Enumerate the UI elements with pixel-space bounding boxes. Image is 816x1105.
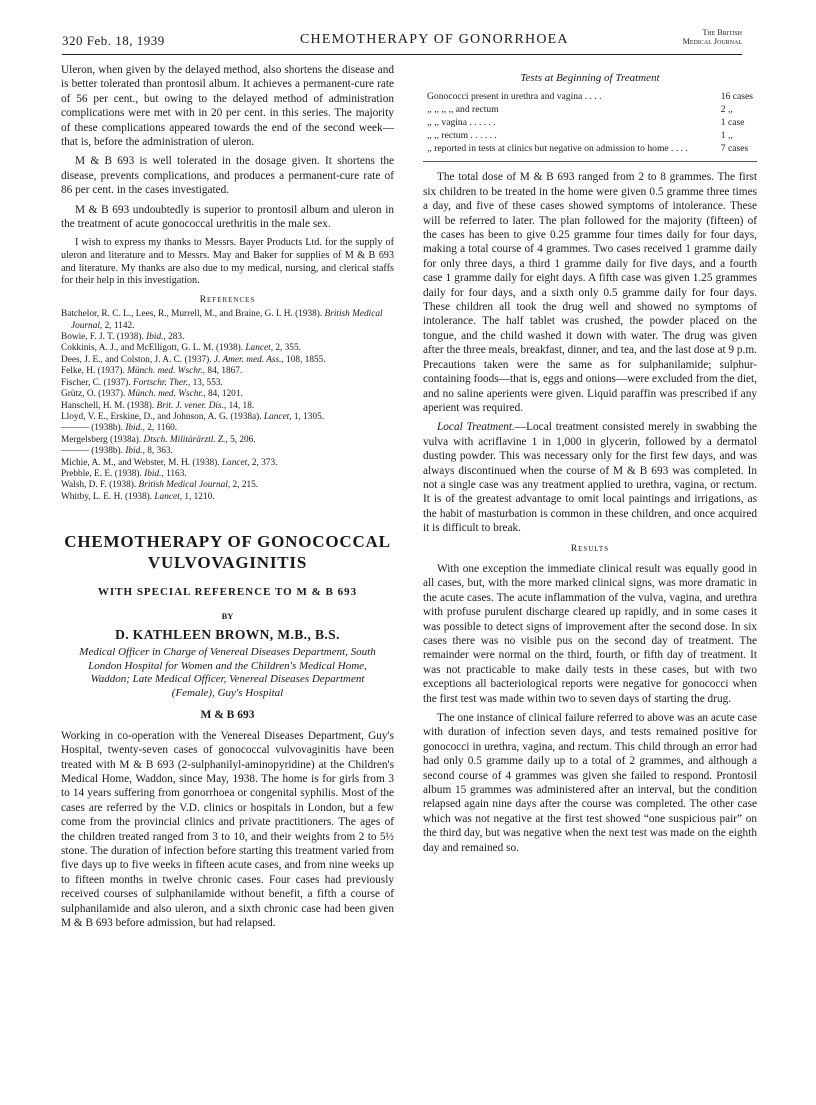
paragraph-uleron: Uleron, when given by the delayed method, also shortens the disease and is better tolerated than prontosil album. It achieves a permanent-cure rate of 56 per cent., but owing to the delayed method of administration complications were met with in 20 per cent. in this series. The majority of these complications appeared towards the end of the second week—that is, before the administration of uleron. [61,64,394,149]
paragraph-working: Working in co-operation with the Venereal Diseases Department, Guy's Hospital, twenty-seven cases of gonococcal vulvovaginitis have been treated with M & B 693 (2-sulphanilyl-aminopyridine) at the Children's Medical Home, Waddon, since May, 1938. The home is for girls from 3 to 14 years suffering from gonorrhoea or congenital syphilis. Most of the cases are referred by the V.D. clinics or hospitals in London, but a few come from the provincial clinics and private practitioners. The ages of the children treated ranged from 3 to 10, and their weights from 2 to 5½ stone. The duration of infection before starting this treatment varied from five days up to five weeks in fifteen acute cases, and from nine weeks up to fifteen months in twelve chronic cases. Four cases had previously received courses of sulphanilamide without benefit, a fifth a course of sulphanilamide and also uleron, and a sixth chronic case had been given M & B 693 before admission, but had relapsed. [61,729,394,930]
reference-journal: British Medical Journal, [138,480,231,491]
reference-journal: Lancet, [263,411,292,422]
reference-item [61,332,394,343]
reference-item [61,469,394,480]
article-subtitle: WITH SPECIAL REFERENCE TO M & B 693 [97,586,358,599]
reference-authors: ——— (1938b). [61,446,123,457]
reference-item [61,378,394,389]
table-cell-label: Gonococci present in urethra and vagina . . . . [427,91,602,103]
author-name: D. KATHLEEN BROWN, M.B., B.S. [115,626,340,642]
article-title-line1: CHEMOTHERAPY OF GONOCOCCAL [64,532,391,552]
reference-journal: Brit. J. vener. Dis., [156,400,227,411]
reference-item [61,389,394,400]
byline-by: BY [221,610,234,621]
reference-item [61,492,394,503]
reference-journal: Lancet, [245,343,274,354]
reference-item [61,435,394,446]
reference-authors: ——— (1938b). [61,423,123,434]
author-affiliation: Medical Officer in Charge of Venereal Diseases Department, South London Hospital for Women and the Children's Medical Home, Waddon; Late Medical Officer, Venereal Diseases Department (Female), Guy's Hospital [79,646,376,699]
header-rule [62,54,742,55]
reference-journal: Lancet, [154,491,183,502]
reference-authors: Mergelsberg (1938a). [61,434,142,445]
section-heading-mb693: M & B 693 [200,709,255,722]
table-cell-value: 1 case [720,117,745,129]
table-row [423,129,757,142]
reference-item [61,309,394,332]
reference-detail: 5, 206. [230,434,256,445]
reference-detail: 13, 553. [192,377,223,388]
reference-detail: 2, 215. [232,480,259,491]
page-number-date: 320 Feb. 18, 1939 [62,33,165,48]
paragraph-results: With one exception the immediate clinical result was equally good in all cases, but, with the more marked clinical signs, was more dramatic in the acute cases. The acute inflammation of the vulva, vagina, and urethra with profuse purulent discharge cleared up rapidly, and in some cases it was possible to detect signs of improvement after the second dose. In six cases there was no visible pus on the second day of treatment. The remainder were normal on the third, fourth, or fifth day of treatment. It was not practicable to make daily tests in these cases, but with two exceptions all bacteriological reports were negative for gonococci when the first test was made within two to seven days of starting the drug. [423,562,757,705]
reference-journal: Lancet, [221,457,250,468]
article-title [61,531,394,573]
reference-detail: 283. [168,332,185,343]
reference-authors: Hanschell, H. M. (1938). [61,400,155,411]
reference-item [61,446,394,457]
reference-journal: Ibid., [125,446,145,457]
paragraph-dose: The total dose of M & B 693 ranged from 2 to 8 grammes. The first six children to be treated in the home were given 0.5 gramme three times a day, and five of these cases showed symptoms of intolerance. These will be referred to later. The plan followed for the majority (fifteen) of the cases has been to give 0.25 gramme four times daily for four days, making a total course of 4 grammes. Two cases received 1 gramme daily for only three days, a third 1 gramme daily for five days, and a fourth case 1 gramme daily for eight days. A fifth case was given 1.25 grammes daily for four days, and a sixth only 0.5 gramme daily for four days. These children all took the drug well and showed no symptoms of intolerance. The half tablet was crushed, the powder placed on the tongue, and the child washed it down with water. The drug was given after the three meals, breakfast, dinner, and tea, and the last dose at 9 p.m. Precautions taken were the same as for sulphanilamide; sulphur-containing foods—that is, eggs and onions—were excluded from the diet, and no saline aperients were given. Liquid paraffin was prescribed if any aperient was required. [423,171,757,414]
paragraph-mb693-superior: M & B 693 undoubtedly is superior to prontosil album and uleron in the treatment of acute gonococcal urethritis in the male sex. [61,203,394,231]
table-row [423,142,757,155]
acknowledgements: I wish to express my thanks to Messrs. Bayer Products Ltd. for the supply of uleron and literature and to Messrs. May and Baker for supplies of M & B 693 and literature. My thanks are also due to my medical, nursing, and clerical staffs for their help in this investigation. [61,237,394,287]
table-row [423,116,757,129]
reference-authors: Whitby, L. E. H. (1938). [61,491,153,502]
tests-table-title: Tests at Beginning of Treatment [520,72,660,84]
reference-journal: Münch. med. Wschr., [127,366,206,377]
reference-journal: Ibid., [125,423,145,434]
reference-detail: 2, 373. [251,457,278,468]
reference-detail: 84, 1201. [207,389,243,400]
table-row [423,90,757,103]
table-cell-value: 1 ,, [720,130,733,142]
table-cell-value: 16 cases [720,91,754,103]
reference-item [61,366,394,377]
reference-item [61,343,394,354]
reference-authors: Cokkinis, A. J., and McElligott, G. L. M. (1938). [61,343,244,354]
reference-journal: J. Amer. med. Ass., [213,354,284,365]
journal-name [683,28,742,46]
paragraph-local-treatment [423,420,757,535]
reference-item [61,458,394,469]
reference-detail: 84, 1867. [207,366,243,377]
reference-authors: Prebble, E. E. (1938). [61,468,142,479]
reference-detail: 14, 18. [228,400,255,411]
right-column [423,63,757,860]
reference-journal: British Medical Journal, [71,309,383,331]
reference-item [61,401,394,412]
reference-detail: 1163. [166,468,187,479]
local-treatment-heading: Local Treatment. [437,421,515,434]
journal-name-line1: The British [702,28,742,37]
reference-authors: Felke, H. (1937). [61,366,125,377]
reference-authors: Michie, A. M., and Webster, M. H. (1938). [61,457,220,468]
reference-journal: Ibid., [144,468,164,479]
reference-authors: Grütz, O. (1937). [61,389,126,400]
table-cell-label: ,, ,, ,, ,, and rectum [427,104,499,116]
table-cell-label: ,, reported in tests at clinics but negative on admission to home . . . . [427,143,688,155]
reference-authors: Walsh, D. F. (1938). [61,480,137,491]
reference-authors: Fischer, C. (1937). [61,377,131,388]
reference-item [61,480,394,491]
reference-authors: Dees, J. E., and Colston, J. A. C. (1937). [61,354,212,365]
reference-detail: 8, 363. [147,446,173,457]
results-heading: Results [570,543,610,554]
reference-item [61,412,394,423]
reference-detail: 108, 1855. [286,354,326,365]
article-title-line2: VULVOVAGINITIS [147,553,308,573]
reference-detail: 2, 355. [275,343,301,354]
table-cell-label: ,, ,, rectum . . . . . . [427,130,497,142]
references-heading: References [199,294,256,305]
tests-table [423,90,757,155]
reference-authors: Batchelor, R. C. L., Lees, R., Murrell, M., and Braine, G. I. H. (1938). [61,309,323,320]
reference-authors: Bowie, F. J. T. (1938). [61,332,144,343]
table-cell-value: 7 cases [720,143,749,155]
reference-journal: Fortschr. Ther., [132,377,191,388]
reference-item [61,355,394,366]
reference-journal: Münch. med. Wschr., [127,389,206,400]
reference-journal: Dtsch. Militärärztl. Z., [143,434,228,445]
paragraph-mb693-tolerance: M & B 693 is well tolerated in the dosage given. It shortens the disease, prevents complications, and produces a permanent-cure rate of 86 per cent. in the cases investigated. [61,155,394,197]
left-column [61,63,394,935]
references-list [61,309,394,503]
table-cell-label: ,, ,, vagina . . . . . . [427,117,496,129]
reference-detail: 1, 1210. [184,491,215,502]
table-row [423,103,757,116]
table-cell-value: 2 ,, [720,104,733,116]
local-treatment-text: —Local treatment consisted merely in swabbing the vulva with acriflavine 1 in 1,000 in glycerin, followed by a dermatol dusting powder. This was necessary only for the first few days, and was always discontinued when the course of M & B 693 was completed. In not a single case was any treatment applied to urethra, vagina, or rectum. It is of the greatest advantage to omit local paintings and irrigations, as the habit of masturbation is common in these children, and once acquired it is difficult to break. [423,421,757,535]
running-header [62,28,742,52]
reference-detail: 1, 1305. [293,411,325,422]
journal-name-line2: Medical Journal [682,37,742,46]
reference-detail: 2, 1160. [147,423,178,434]
running-title: CHEMOTHERAPY OF GONORRHOEA [300,32,569,47]
reference-detail: 2, 1142. [104,320,135,331]
reference-item [61,423,394,434]
reference-journal: Ibid., [146,332,166,343]
paragraph-clinical-failure: The one instance of clinical failure referred to above was an acute case with duration of infection seven days, and tests remained positive for gonococci in urethra, vagina, and rectum. This child through an error had had only 0.5 gramme daily up to a total of 2 grammes, and although a second course of 4 grammes was given she failed to respond. Prontosil album 15 grammes was administered after an interval, but the condition relapsed again nine days after the course was completed. The other case which was not negative at the first test showed “one suspicious pair” on the third day, but was negative when the next test was made on the eighth day and remained so. [423,712,757,854]
reference-authors: Lloyd, V. E., Erskine, D., and Johnson, A. G. (1938a). [61,411,262,422]
